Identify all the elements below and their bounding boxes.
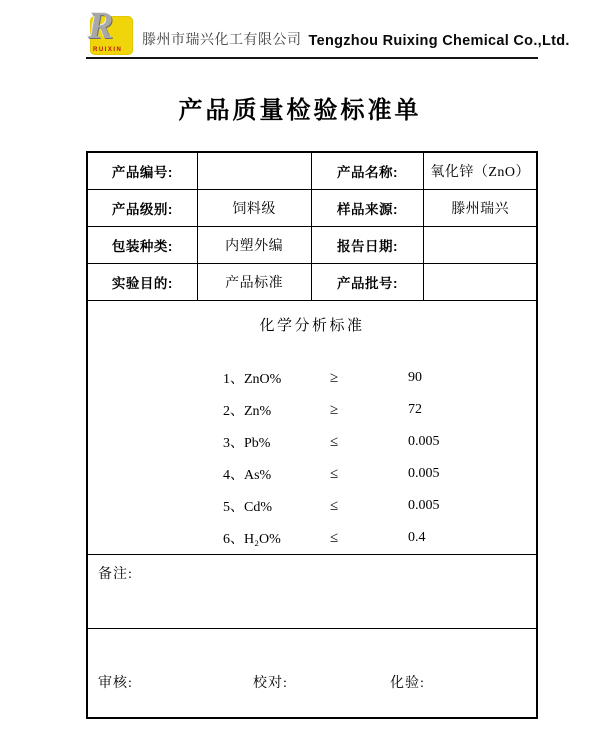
test-label: 化验: <box>390 676 425 691</box>
field-label-product-number: 产品编号: <box>88 153 198 189</box>
analysis-item-value: 0.005 <box>408 466 440 481</box>
company-name-english: Tengzhou Ruixing Chemical Co.,Ltd. <box>308 33 570 49</box>
field-label-report-date: 报告日期: <box>312 227 425 263</box>
table-row-product-grade <box>88 190 536 227</box>
inspection-form-table <box>86 151 538 719</box>
analysis-item-label: 4、As% <box>223 468 272 483</box>
analysis-item-zn <box>88 394 536 426</box>
remarks-label: 备注: <box>98 567 133 582</box>
analysis-item-pb <box>88 426 536 458</box>
company-name-chinese: 滕州市瑞兴化工有限公司 <box>142 33 302 48</box>
field-label-product-name: 产品名称: <box>312 153 425 189</box>
analysis-item-as <box>88 458 536 490</box>
field-value-packaging-type: 内塑外编 <box>198 227 312 263</box>
field-label-product-grade: 产品级别: <box>88 190 198 226</box>
analysis-item-operator: ≤ <box>330 433 339 450</box>
field-value-product-name: 氧化锌（ZnO） <box>430 165 531 180</box>
table-row-product-number <box>88 153 536 190</box>
company-logo <box>86 5 136 57</box>
analysis-item-zno <box>88 362 536 394</box>
analysis-item-value: 90 <box>408 370 422 385</box>
field-value-product-grade: 饲料级 <box>198 190 312 226</box>
analysis-item-label: 3、Pb% <box>223 436 271 451</box>
analysis-item-value: 72 <box>408 402 422 417</box>
review-label: 审核: <box>98 676 133 691</box>
analysis-item-value: 0.005 <box>408 498 440 513</box>
field-label-batch-number: 产品批号: <box>312 264 425 300</box>
analysis-item-label: 5、Cd% <box>223 500 272 515</box>
company-header <box>86 5 570 59</box>
field-value-test-purpose: 产品标准 <box>198 264 312 300</box>
table-row-packaging-type <box>88 227 536 264</box>
analysis-heading: 化学分析标准 <box>259 318 365 334</box>
analysis-item-h2o <box>88 522 536 554</box>
analysis-item-cd <box>88 490 536 522</box>
logo-wordmark: RUIXIN <box>93 47 123 53</box>
analysis-item-operator: ≤ <box>330 465 339 482</box>
field-value-batch-number <box>424 264 536 300</box>
field-value-product-number <box>198 153 312 189</box>
remarks-section <box>88 555 536 629</box>
field-label-sample-source: 样品来源: <box>312 190 425 226</box>
analysis-item-value: 0.005 <box>408 434 440 449</box>
analysis-item-operator: ≥ <box>330 369 339 386</box>
logo-r-glyph: R <box>88 5 114 47</box>
analysis-item-operator: ≤ <box>330 529 339 546</box>
page-title: 产品质量检验标准单 <box>178 97 422 124</box>
analysis-item-label: 2、Zn% <box>223 404 272 419</box>
proofread-label: 校对: <box>253 676 288 691</box>
field-label-packaging-type: 包装种类: <box>88 227 198 263</box>
analysis-item-value: 0.4 <box>408 530 426 545</box>
chemical-analysis-section <box>88 301 536 555</box>
analysis-item-label: 1、ZnO% <box>223 372 282 387</box>
field-value-report-date <box>424 227 536 263</box>
analysis-item-operator: ≥ <box>330 401 339 418</box>
field-label-test-purpose: 实验目的: <box>88 264 198 300</box>
analysis-item-operator: ≤ <box>330 497 339 514</box>
field-value-sample-source: 滕州瑞兴 <box>451 202 510 217</box>
signature-section <box>88 629 536 717</box>
table-row-test-purpose <box>88 264 536 301</box>
analysis-item-label: 6、H₂O% <box>223 532 281 547</box>
